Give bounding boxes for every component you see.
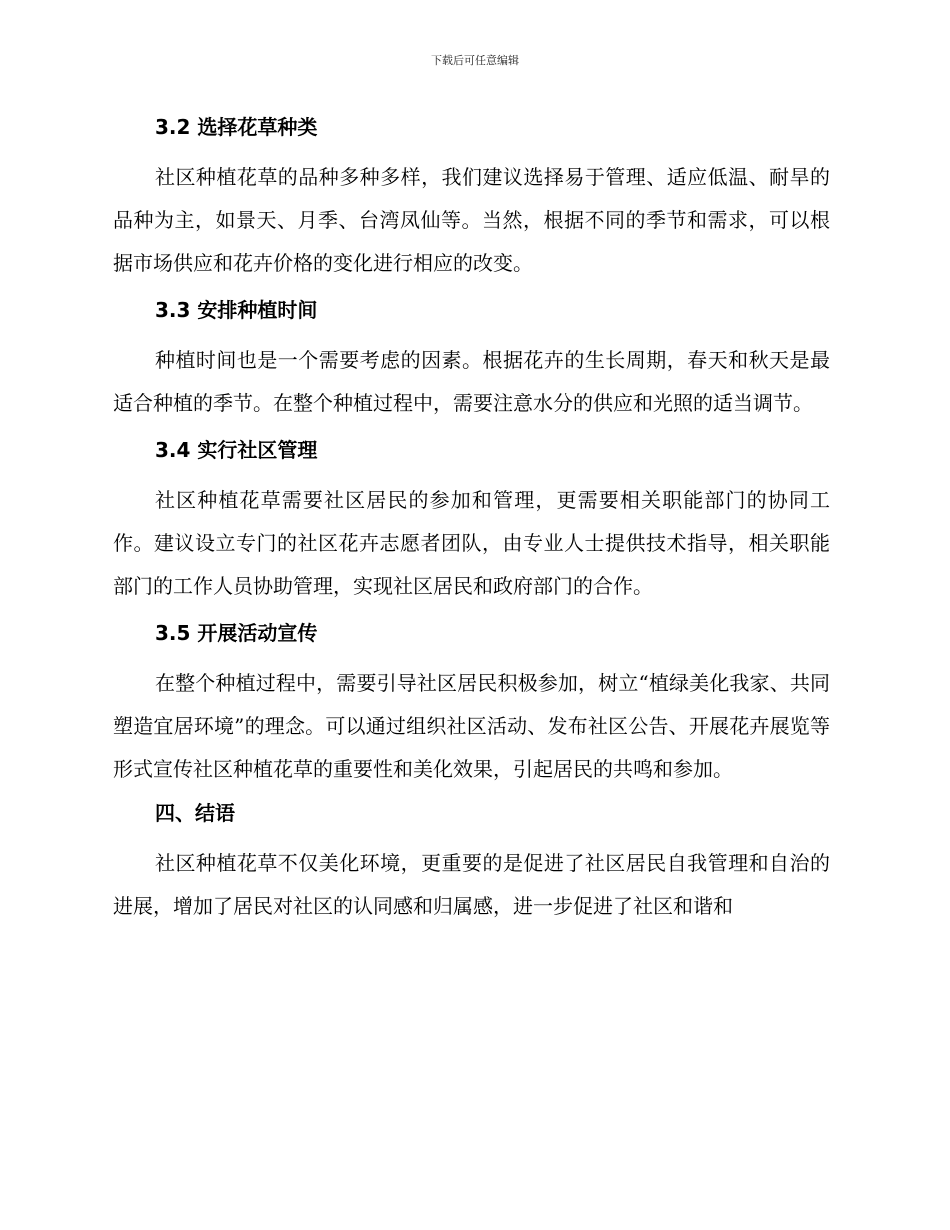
section-paragraph-3-3: 种植时间也是一个需要考虑的因素。根据花卉的生长周期，春天和秋天是最适合种植的季节。在整个种植过程中，需要注意水分的供应和光照的适当调节。 [113, 348, 830, 415]
section-paragraph-3-5: 在整个种植过程中，需要引导社区居民积极参加，树立“植绿美化我家、共同塑造宜居环境”的理念。可以通过组织社区活动、发布社区公告、开展花卉展览等形式宣传社区种植花草的重要性和美化效果，引起居民的共鸣和参加。 [113, 671, 830, 781]
section-paragraph-3-2: 社区种植花草的品种多种多样，我们建议选择易于管理、适应低温、耐旱的品种为主，如景天、月季、台湾凤仙等。当然，根据不同的季节和需求，可以根据市场供应和花卉价格的变化进行相应的改变。 [113, 165, 830, 275]
section-heading-3-2: 3.2 选择花草种类 [155, 115, 318, 139]
section-heading-3-3: 3.3 安排种植时间 [155, 298, 318, 322]
section-heading-3-4: 3.4 实行社区管理 [155, 438, 318, 462]
document-body [113, 110, 830, 936]
section-paragraph-3-4: 社区种植花草需要社区居民的参加和管理，更需要相关职能部门的协同工作。建议设立专门的社区花卉志愿者团队，由专业人士提供技术指导，相关职能部门的工作人员协助管理，实现社区居民和政府部门的合作。 [113, 488, 830, 598]
section-heading-conclusion: 四、结语 [155, 801, 235, 825]
section-paragraph-conclusion: 社区种植花草不仅美化环境，更重要的是促进了社区居民自我管理和自治的进展，增加了居民对社区的认同感和归属感，进一步促进了社区和谐和 [113, 851, 830, 918]
page-header: 下载后可任意编辑 [431, 54, 519, 67]
section-heading-3-5: 3.5 开展活动宣传 [155, 621, 318, 645]
